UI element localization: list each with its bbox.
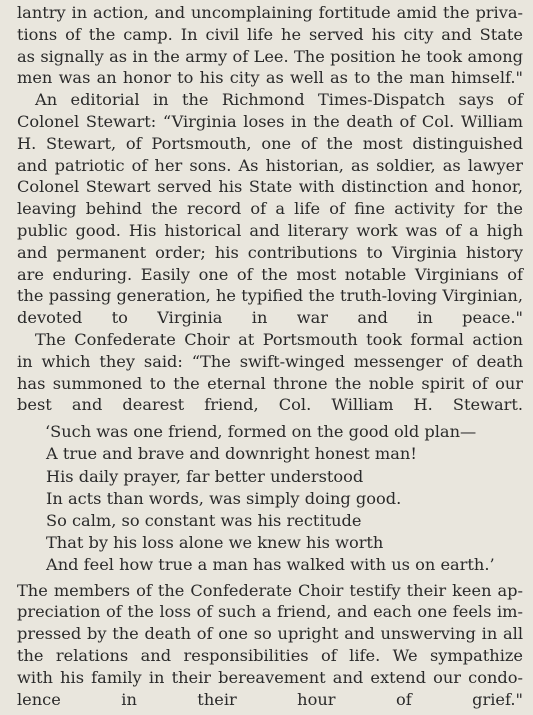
text-line: has summoned to the eternal throne the noble spirit of our	[17, 373, 523, 393]
text-line: devoted to Virginia in war and in peace."	[17, 308, 523, 328]
text-line: H. Stewart, of Portsmouth, one of the most distinguished	[17, 133, 523, 153]
text-line: Colonel Stewart served his State with distinction and honor,	[17, 177, 523, 197]
text-line: leaving behind the record of a life of fine activity for the	[17, 199, 523, 219]
text-line: lantry in action, and uncomplaining fortitude amid the priva-	[17, 3, 523, 22]
text-line: best and dearest friend, Col. William H. Stewart.	[17, 395, 523, 415]
text-line: An editorial in the Richmond Times-Dispatch says of	[35, 90, 523, 110]
text-line: in which they said: “The swift-winged messenger of death	[17, 351, 523, 371]
text-line: are enduring. Easily one of the most notable Virginians of	[17, 264, 523, 284]
text-line: men was an honor to his city as well as to the man himself."	[17, 68, 523, 88]
poem-quotation	[17, 421, 523, 576]
paragraph-choir	[17, 329, 523, 416]
paragraph-editorial	[17, 89, 523, 329]
text-line: The members of the Confederate Choir testify their keen ap-	[17, 580, 523, 600]
poem-line: So calm, so constant was his rectitude	[46, 510, 362, 530]
text-line: public good. His historical and literary work was of a high	[17, 220, 523, 240]
text-line: the passing generation, he typified the truth-loving Virginian,	[17, 286, 523, 306]
text-line: as signally as in the army of Lee. The position he took among	[17, 46, 523, 66]
poem-line: ‘Such was one friend, formed on the good old plan—	[45, 422, 477, 442]
text-line: The Confederate Choir at Portsmouth took formal action	[35, 329, 523, 349]
text-line: lence in their hour of grief."	[17, 689, 523, 709]
paragraph-resolution	[17, 580, 523, 711]
poem-line: That by his loss alone we knew his worth	[46, 533, 384, 553]
poem-line: A true and brave and downright honest man!	[46, 444, 417, 464]
text-line: and permanent order; his contributions to Virginia history	[17, 242, 523, 262]
poem-line: His daily prayer, far better understood	[46, 466, 364, 486]
text-line: preciation of the loss of such a friend, and each one feels im-	[17, 602, 523, 622]
text-line: with his family in their bereavement and extend our condo-	[17, 667, 523, 687]
text-line: Colonel Stewart: “Virginia loses in the death of Col. William	[17, 111, 523, 131]
text-line: pressed by the death of one so upright and unswerving in all	[17, 624, 523, 644]
paragraph-continuation	[17, 2, 523, 89]
text-line: and patriotic of her sons. As historian, as soldier, as lawyer	[17, 155, 523, 175]
poem-line: And feel how true a man has walked with us on earth.’	[46, 555, 495, 575]
poem-line: In acts than words, was simply doing good.	[46, 488, 402, 508]
text-line: the relations and responsibilities of life. We sympathize	[17, 645, 523, 665]
text-line: tions of the camp. In civil life he served his city and State	[17, 24, 523, 44]
